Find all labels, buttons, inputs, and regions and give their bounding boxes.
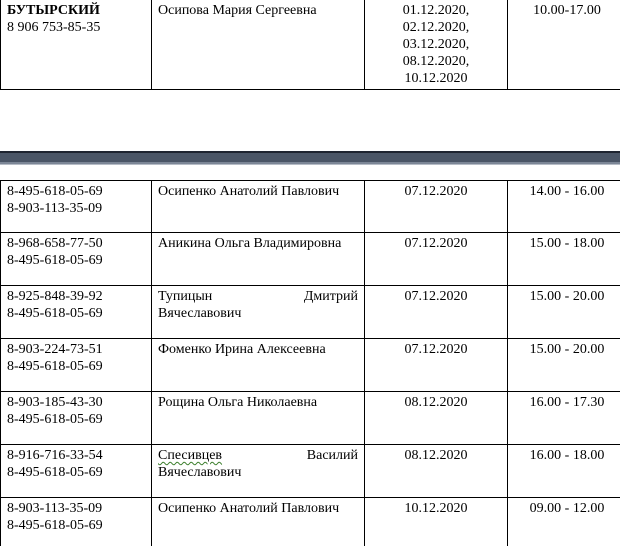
date: 07.12.2020: [404, 289, 468, 304]
table-row: [1, 233, 620, 286]
person-name: Осипова Мария Сергеевна: [158, 3, 317, 18]
phone-number: 8-495-618-05-69: [7, 465, 103, 480]
person-first-name: Василий: [306, 448, 358, 463]
name-cell: [152, 286, 365, 339]
date-cell: [365, 339, 508, 392]
page-break-edge: [0, 164, 620, 165]
time-cell: [508, 339, 620, 392]
date: 08.12.2020: [404, 395, 468, 410]
phone-cell: [1, 498, 152, 546]
phone-number: 8-903-185-43-30: [7, 395, 103, 410]
date: 08.12.2020,: [402, 54, 470, 69]
phone-number: 8-495-618-05-69: [7, 412, 103, 427]
time-range: 10.00-17.00: [533, 3, 601, 18]
phone-cell: [1, 445, 152, 498]
name-cell: [152, 233, 365, 286]
date: 07.12.2020: [404, 342, 468, 357]
phone-number: 8-495-618-05-69: [7, 306, 103, 321]
person-first-name: Дмитрий: [303, 289, 358, 304]
date-cell: [365, 286, 508, 339]
person-patronymic: Вячеславович: [158, 465, 242, 480]
name-cell: [152, 181, 365, 233]
table-row: [1, 286, 620, 339]
phone-number: 8 906 753-85-35: [7, 20, 101, 35]
person-name-line: [158, 447, 358, 464]
time-cell: [508, 0, 620, 90]
phone-number: 8-925-848-39-92: [7, 289, 103, 304]
date-cell: [365, 181, 508, 233]
time-range: 15.00 - 20.00: [529, 342, 605, 357]
name-cell: [152, 445, 365, 498]
person-name-line: [158, 288, 358, 305]
phone-number: 8-903-113-35-09: [7, 501, 103, 516]
date: 07.12.2020: [404, 236, 468, 251]
phone-cell: [1, 233, 152, 286]
district-name: БУТЫРСКИЙ: [7, 3, 100, 18]
phone-cell: [1, 286, 152, 339]
date-cell: [365, 233, 508, 286]
name-cell: [152, 498, 365, 546]
date: 07.12.2020: [404, 184, 468, 199]
name-cell: [152, 392, 365, 445]
table-row: [1, 445, 620, 498]
time-range: 09.00 - 12.00: [529, 501, 605, 516]
date: 08.12.2020: [404, 448, 468, 463]
time-range: 15.00 - 18.00: [529, 236, 605, 251]
schedule-table-top: [0, 0, 620, 90]
phone-number: 8-495-618-05-69: [7, 184, 103, 199]
phone-number: 8-903-113-35-09: [7, 201, 103, 216]
person-surname: Спесивцев: [158, 448, 223, 463]
time-range: 15.00 - 20.00: [529, 289, 605, 304]
name-cell: [152, 339, 365, 392]
date-cell: [365, 498, 508, 546]
person-name: Осипенко Анатолий Павлович: [158, 501, 340, 516]
person-surname: Тупицын: [158, 289, 213, 304]
phone-number: 8-903-224-73-51: [7, 342, 103, 357]
date-cell: [365, 392, 508, 445]
table-row: [1, 339, 620, 392]
time-cell: [508, 445, 620, 498]
time-cell: [508, 233, 620, 286]
table-row: [1, 498, 620, 546]
date: 10.12.2020: [404, 71, 468, 86]
schedule-table: [0, 180, 620, 546]
time-cell: [508, 392, 620, 445]
date: 02.12.2020,: [402, 20, 470, 35]
person-name: Фоменко Ирина Алексеевна: [158, 342, 326, 357]
time-cell: [508, 498, 620, 546]
phone-cell: [1, 181, 152, 233]
date: 01.12.2020,: [402, 3, 470, 18]
date: 10.12.2020: [404, 501, 468, 516]
phone-cell: [1, 392, 152, 445]
date: 03.12.2020,: [402, 37, 470, 52]
phone-number: 8-968-658-77-50: [7, 236, 103, 251]
contact-cell: [1, 0, 152, 90]
time-cell: [508, 181, 620, 233]
person-name: Аникина Ольга Владимировна: [158, 236, 342, 251]
time-range: 16.00 - 17.30: [529, 395, 605, 410]
person-patronymic: Вячеславович: [158, 306, 242, 321]
table-row: [1, 0, 620, 90]
phone-number: 8-495-618-05-69: [7, 253, 103, 268]
date-cell: [365, 0, 508, 90]
page-break-band: [0, 151, 620, 164]
person-name: Рощина Ольга Николаевна: [158, 395, 318, 410]
table-row: [1, 392, 620, 445]
time-range: 16.00 - 18.00: [529, 448, 605, 463]
date-cell: [365, 445, 508, 498]
phone-number: 8-495-618-05-69: [7, 359, 103, 374]
phone-cell: [1, 339, 152, 392]
phone-number: 8-495-618-05-69: [7, 518, 103, 533]
time-cell: [508, 286, 620, 339]
phone-number: 8-916-716-33-54: [7, 448, 103, 463]
person-name: Осипенко Анатолий Павлович: [158, 184, 340, 199]
name-cell: [152, 0, 365, 90]
time-range: 14.00 - 16.00: [529, 184, 605, 199]
table-row: [1, 181, 620, 233]
